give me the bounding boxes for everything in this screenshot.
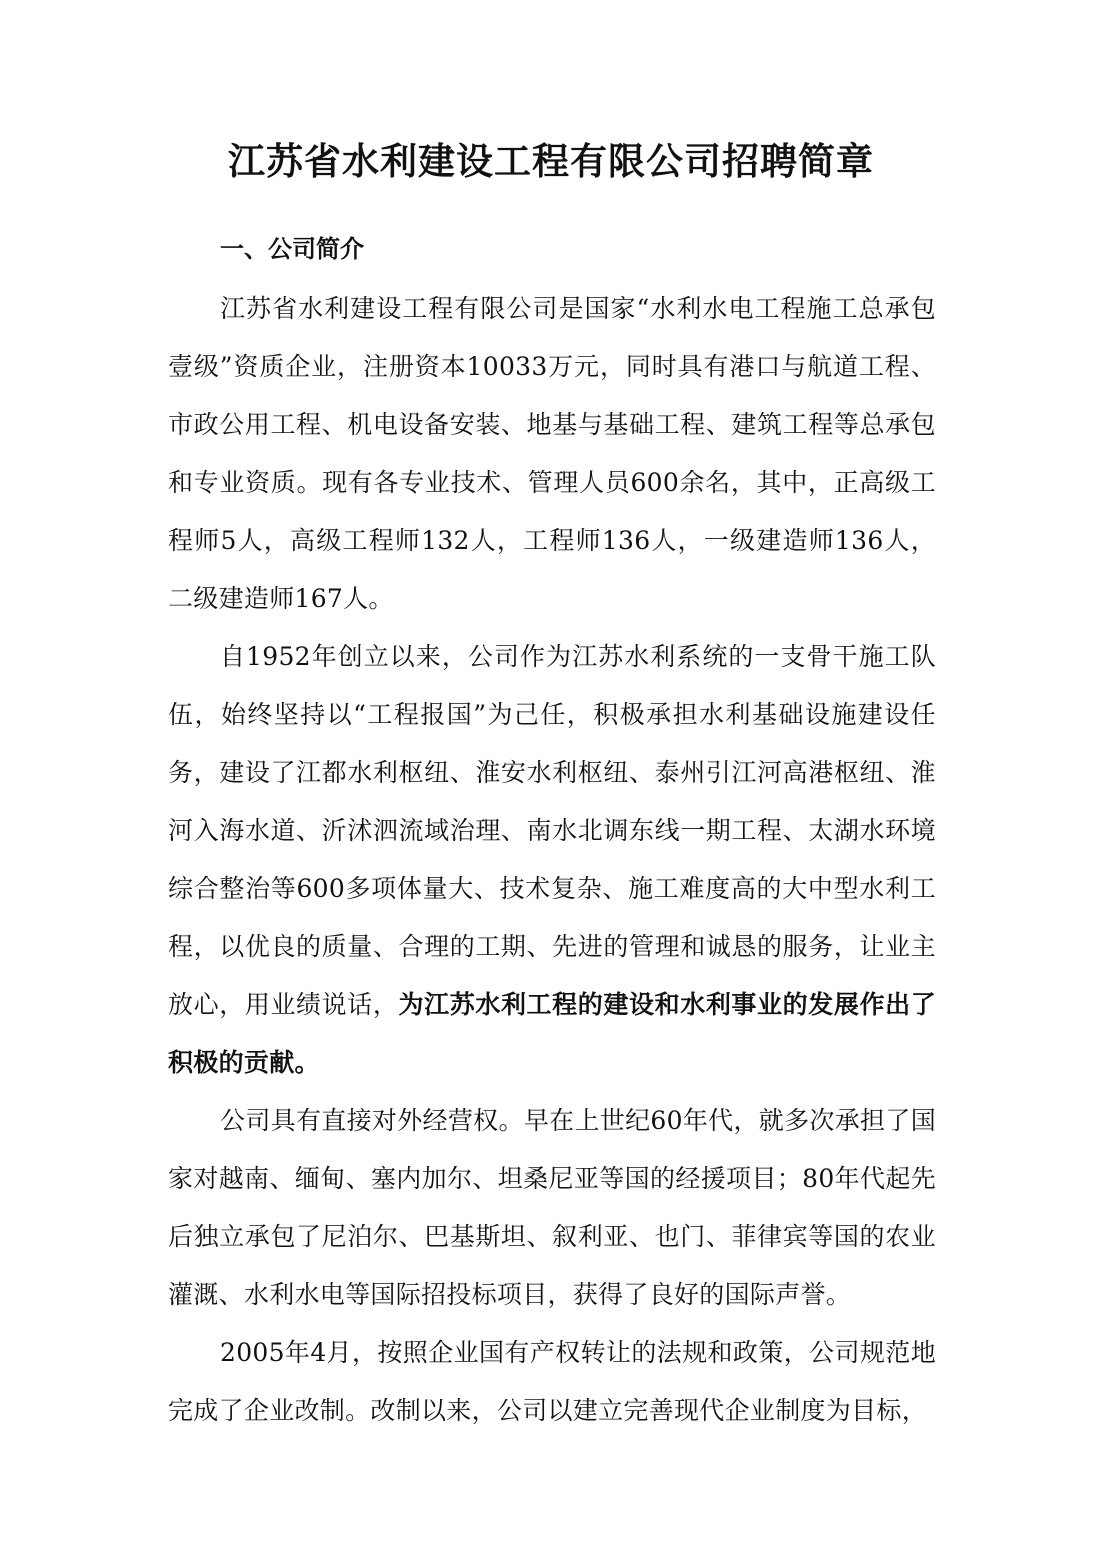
paragraph-restructuring: 2005年4月，按照企业国有产权转让的法规和政策，公司规范地完成了企业改制。改制以来，公司以建立完善现代企业制度为目标， (168, 1338, 936, 1425)
paragraph-international-business: 公司具有直接对外经营权。早在上世纪60年代，就多次承担了国家对越南、缅甸、塞内加尔、坦桑尼亚等国的经援项目；80年代起先后独立承包了尼泊尔、巴基斯坦、叙利亚、也门、菲律宾等国的农业灌溉、水利水电等国际招投标项目，获得了良好的国际声誉。 (168, 1106, 936, 1309)
paragraph-company-overview: 江苏省水利建设工程有限公司是国家“水利水电工程施工总承包壹级”资质企业，注册资本10033万元，同时具有港口与航道工程、市政公用工程、机电设备安装、地基与基础工程、建筑工程等总承包和专业资质。现有各专业技术、管理人员600余名，其中，正高级工程师5人，高级工程师132人，工程师136人，一级建造师136人，二级建造师167人。 (168, 294, 936, 613)
section-heading-company-intro: 一、公司简介 (220, 235, 364, 263)
paragraph-company-history-emphasis: 为江苏水利工程的建设和水利事业的发展作出了积极的贡献。 (168, 990, 936, 1077)
document-title: 江苏省水利建设工程有限公司招聘简章 (228, 140, 874, 183)
paragraph-company-history (168, 628, 936, 1092)
document-body (168, 280, 936, 1440)
paragraph-company-history-text: 自1952年创立以来，公司作为江苏水利系统的一支骨干施工队伍，始终坚持以“工程报国”为己任，积极承担水利基础设施建设任务，建设了江都水利枢纽、淮安水利枢纽、泰州引江河高港枢纽、淮河入海水道、沂沭泗流域治理、南水北调东线一期工程、太湖水环境综合整治等600多项体量大、技术复杂、施工难度高的大中型水利工程，以优良的质量、合理的工期、先进的管理和诚恳的服务，让业主放心，用业绩说话， (168, 642, 936, 1019)
